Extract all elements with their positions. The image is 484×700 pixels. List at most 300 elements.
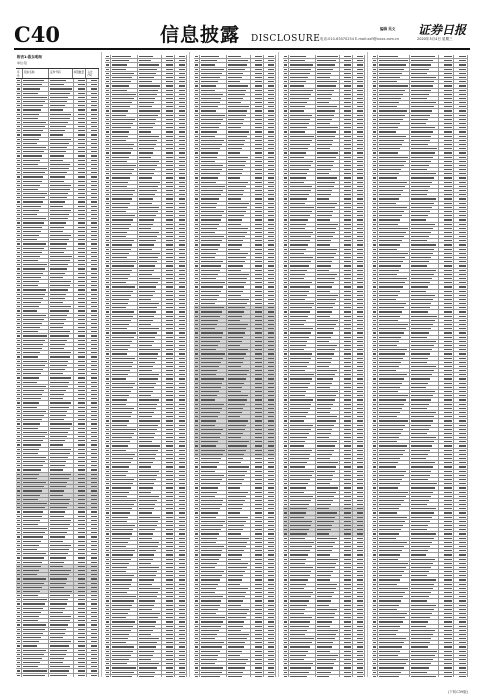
table-cell [200,252,227,255]
table-cell [111,357,138,360]
table-cell [378,348,410,351]
table-cell [410,650,438,653]
table-cell [138,269,162,272]
table-cell [439,424,455,427]
table-cell [264,101,276,104]
table-cell [49,519,73,522]
table-cell [22,125,50,128]
table-cell [289,302,316,305]
table-cell [316,147,340,150]
table-cell [264,327,276,330]
table-cell [200,143,227,146]
table-cell [454,248,468,251]
table-cell [162,68,175,71]
table-cell [162,285,175,288]
table-cell [22,510,50,513]
table-cell [111,122,138,125]
table-cell [289,151,316,154]
table-cell [439,541,455,544]
table-cell [340,465,353,468]
table-cell [22,238,50,241]
table-cell [49,674,73,677]
table-cell [111,373,138,376]
table-cell [22,242,50,245]
table-cell [49,351,73,354]
table-cell [227,327,251,330]
table-cell [439,474,455,477]
table-cell [264,390,276,393]
table-cell [439,566,455,569]
table-cell [227,197,251,200]
table-cell [162,394,175,397]
table-cell [454,269,468,272]
table-cell [251,403,264,406]
table-cell [316,269,340,272]
table-cell [74,556,87,559]
table-cell [200,147,227,150]
table-cell [289,76,316,79]
table-cell [289,143,316,146]
table-cell [340,633,353,636]
table-cell [316,256,340,259]
table-cell [200,202,227,205]
table-cell [340,352,353,355]
table-cell [200,537,227,540]
table-cell [289,93,316,96]
table-cell [410,612,438,615]
table-cell [340,331,353,334]
table-cell [87,665,99,668]
table-cell [138,587,162,590]
table-cell [251,419,264,422]
table-cell [22,230,50,233]
table-cell [49,460,73,463]
table-cell [74,238,87,241]
table-cell [454,532,468,535]
table-cell [227,528,251,531]
table-cell [74,247,87,250]
table-cell [439,641,455,644]
table-cell [353,570,365,573]
table-cell [22,351,50,354]
table-cell [251,285,264,288]
table-cell [49,322,73,325]
table-cell [353,612,365,615]
table-cell [49,401,73,404]
table-cell [74,138,87,141]
table-cell [200,398,227,401]
table-cell [289,377,316,380]
table-cell [49,205,73,208]
table-cell [138,415,162,418]
table-cell [439,625,455,628]
table-cell [200,319,227,322]
table-cell [227,365,251,368]
col-header-name: 股东名称 [23,69,49,78]
table-cell [340,591,353,594]
table-rows [16,79,99,677]
table-cell [138,147,162,150]
table-cell [289,348,316,351]
table-cell [22,657,50,660]
table-cell [410,386,438,389]
table-cell [74,334,87,337]
table-cell [227,122,251,125]
table-cell [227,227,251,230]
table-cell [340,252,353,255]
table-cell [162,172,175,175]
table-cell [227,118,251,121]
table-cell [175,583,187,586]
table-cell [454,612,468,615]
table-cell [251,164,264,167]
table-cell [162,398,175,401]
table-cell [251,645,264,648]
table-cell [353,495,365,498]
table-cell [111,465,138,468]
table-cell [289,118,316,121]
table-cell [264,357,276,360]
table-cell [353,210,365,213]
table-cell [175,591,187,594]
table-cell [251,629,264,632]
table-cell [49,665,73,668]
table-cell [378,76,410,79]
table-cell [227,516,251,519]
table-cell [138,432,162,435]
table-cell [378,662,410,665]
table-cell [410,151,438,154]
table-cell [175,491,187,494]
table-cell [340,524,353,527]
table-cell [162,407,175,410]
table-cell [316,662,340,665]
table-cell [454,541,468,544]
table-cell [200,516,227,519]
table-cell [439,629,455,632]
table-cell [74,154,87,157]
table-cell [200,444,227,447]
table-cell [251,650,264,653]
table-cell [353,214,365,217]
table-cell [410,675,438,677]
table-cell [111,591,138,594]
table-cell [200,470,227,473]
table-cell [162,206,175,209]
table-cell [74,318,87,321]
table-cell [74,393,87,396]
table-cell [138,591,162,594]
table-cell [162,457,175,460]
table-cell [251,578,264,581]
table-cell [22,674,50,677]
table-cell [289,235,316,238]
table-cell [251,595,264,598]
table-cell [251,625,264,628]
table-cell [138,570,162,573]
table-cell [49,297,73,300]
table-cell [289,629,316,632]
table-cell [353,478,365,481]
table-cell [138,193,162,196]
table-cell [175,59,187,62]
table-cell [227,294,251,297]
table-cell [439,185,455,188]
table-cell [454,382,468,385]
table-cell [340,68,353,71]
table-cell [162,528,175,531]
table-cell [264,386,276,389]
table-cell [353,373,365,376]
table-cell [251,84,264,87]
table-cell [264,654,276,657]
table-cell [22,226,50,229]
table-cell [316,478,340,481]
table-cell [454,558,468,561]
table-cell [200,168,227,171]
table-cell [200,407,227,410]
table-cell [264,89,276,92]
table-cell [227,331,251,334]
table-cell [289,528,316,531]
table-cell [289,147,316,150]
table-cell [227,608,251,611]
table-cell [316,608,340,611]
table-cell [49,309,73,312]
table-cell [410,520,438,523]
table-cell [138,629,162,632]
table-cell [316,323,340,326]
table-cell [111,629,138,632]
table-cell [87,523,99,526]
table-cell [410,294,438,297]
table-cell [200,172,227,175]
table-cell [410,478,438,481]
table-cell [200,633,227,636]
table-cell [49,611,73,614]
table-cell [175,214,187,217]
table-cell [111,671,138,674]
table-cell [111,176,138,179]
table-cell [200,365,227,368]
table-cell [162,495,175,498]
table-cell [162,440,175,443]
table-cell [316,398,340,401]
table-cell [410,641,438,644]
table-cell [22,632,50,635]
table-cell [175,440,187,443]
table-cell [227,641,251,644]
table-cell [162,361,175,364]
table-cell [49,355,73,358]
table-cell [378,666,410,669]
table-cell [162,101,175,104]
table-cell [87,661,99,664]
table-cell [74,640,87,643]
table-cell [251,348,264,351]
table-cell [74,192,87,195]
table-cell [289,390,316,393]
table-cell [74,452,87,455]
table-cell [316,570,340,573]
table-cell [162,449,175,452]
table-cell [251,604,264,607]
table-cell [439,294,455,297]
table-cell [138,549,162,552]
table-cell [264,461,276,464]
table-cell [340,290,353,293]
table-cell [289,620,316,623]
table-cell [22,267,50,270]
table-cell [454,181,468,184]
table-cell [264,143,276,146]
table-cell [410,570,438,573]
table-cell [378,319,410,322]
table-cell [378,583,410,586]
table-cell [289,637,316,640]
table-cell [227,214,251,217]
table-cell [251,478,264,481]
table-cell [74,552,87,555]
table-cell [378,109,410,112]
table-cell [340,671,353,674]
table-cell [410,545,438,548]
table-cell [378,193,410,196]
table-cell [74,263,87,266]
table-cell [49,669,73,672]
table-cell [378,185,410,188]
table-cell [439,126,455,129]
table-cell [175,223,187,226]
table-cell [340,59,353,62]
table-cell [439,461,455,464]
table-cell [289,562,316,565]
table-cell [87,129,99,132]
table-cell [340,197,353,200]
table-cell [227,591,251,594]
table-rows [194,55,276,677]
table-cell [111,390,138,393]
table-cell [22,87,50,90]
table-rows [283,55,365,677]
table-cell [353,76,365,79]
table-cell [175,478,187,481]
table-cell [439,528,455,531]
table-cell [289,625,316,628]
table-cell [111,675,138,677]
table-cell [111,482,138,485]
table-cell [74,188,87,191]
table-cell [410,231,438,234]
table-cell [175,105,187,108]
table-cell [175,411,187,414]
table-cell [353,122,365,125]
table-cell [162,524,175,527]
table-cell [264,545,276,548]
table-cell [49,360,73,363]
table-cell [454,63,468,66]
table-cell [49,439,73,442]
table-cell [200,382,227,385]
table-cell [175,306,187,309]
table-cell [200,97,227,100]
table-cell [87,628,99,631]
table-cell [111,298,138,301]
table-cell [111,97,138,100]
table-cell [87,569,99,572]
table-cell [175,486,187,489]
table-cell [87,343,99,346]
table-cell [111,252,138,255]
table-cell [251,537,264,540]
table-cell [340,273,353,276]
table-cell [251,373,264,376]
table-cell [138,562,162,565]
table-cell [74,364,87,367]
table-cell [353,666,365,669]
table-cell [200,595,227,598]
table-cell [111,474,138,477]
table-cell [439,415,455,418]
table-cell [74,594,87,597]
table-cell [454,176,468,179]
table-cell [22,628,50,631]
table-cell [353,55,365,58]
table-cell [162,558,175,561]
table-cell [200,93,227,96]
table-cell [162,386,175,389]
table-cell [316,532,340,535]
table-cell [289,474,316,477]
table-cell [162,340,175,343]
table-cell [289,340,316,343]
table-cell [87,556,99,559]
table-cell [227,474,251,477]
table-cell [111,352,138,355]
table-cell [175,465,187,468]
table-cell [227,252,251,255]
table-cell [264,290,276,293]
table-cell [289,570,316,573]
table-cell [111,650,138,653]
table-cell [316,135,340,138]
newspaper-logo: 证券日报 [418,24,466,36]
table-cell [138,139,162,142]
table-cell [251,181,264,184]
table-cell [439,84,455,87]
table-cell [49,427,73,430]
table-cell [251,524,264,527]
table-cell [175,156,187,159]
table-cell [410,444,438,447]
table-cell [410,59,438,62]
table-cell [227,130,251,133]
table-cell [175,637,187,640]
table-cell [289,352,316,355]
table-cell [22,602,50,605]
table-cell [227,465,251,468]
table-cell [353,658,365,661]
table-cell [87,385,99,388]
table-cell [227,156,251,159]
table-cell [22,535,50,538]
table-cell [111,616,138,619]
table-cell [200,671,227,674]
table-cell [439,620,455,623]
table-cell [316,365,340,368]
table-cell [251,80,264,83]
table-cell [316,620,340,623]
